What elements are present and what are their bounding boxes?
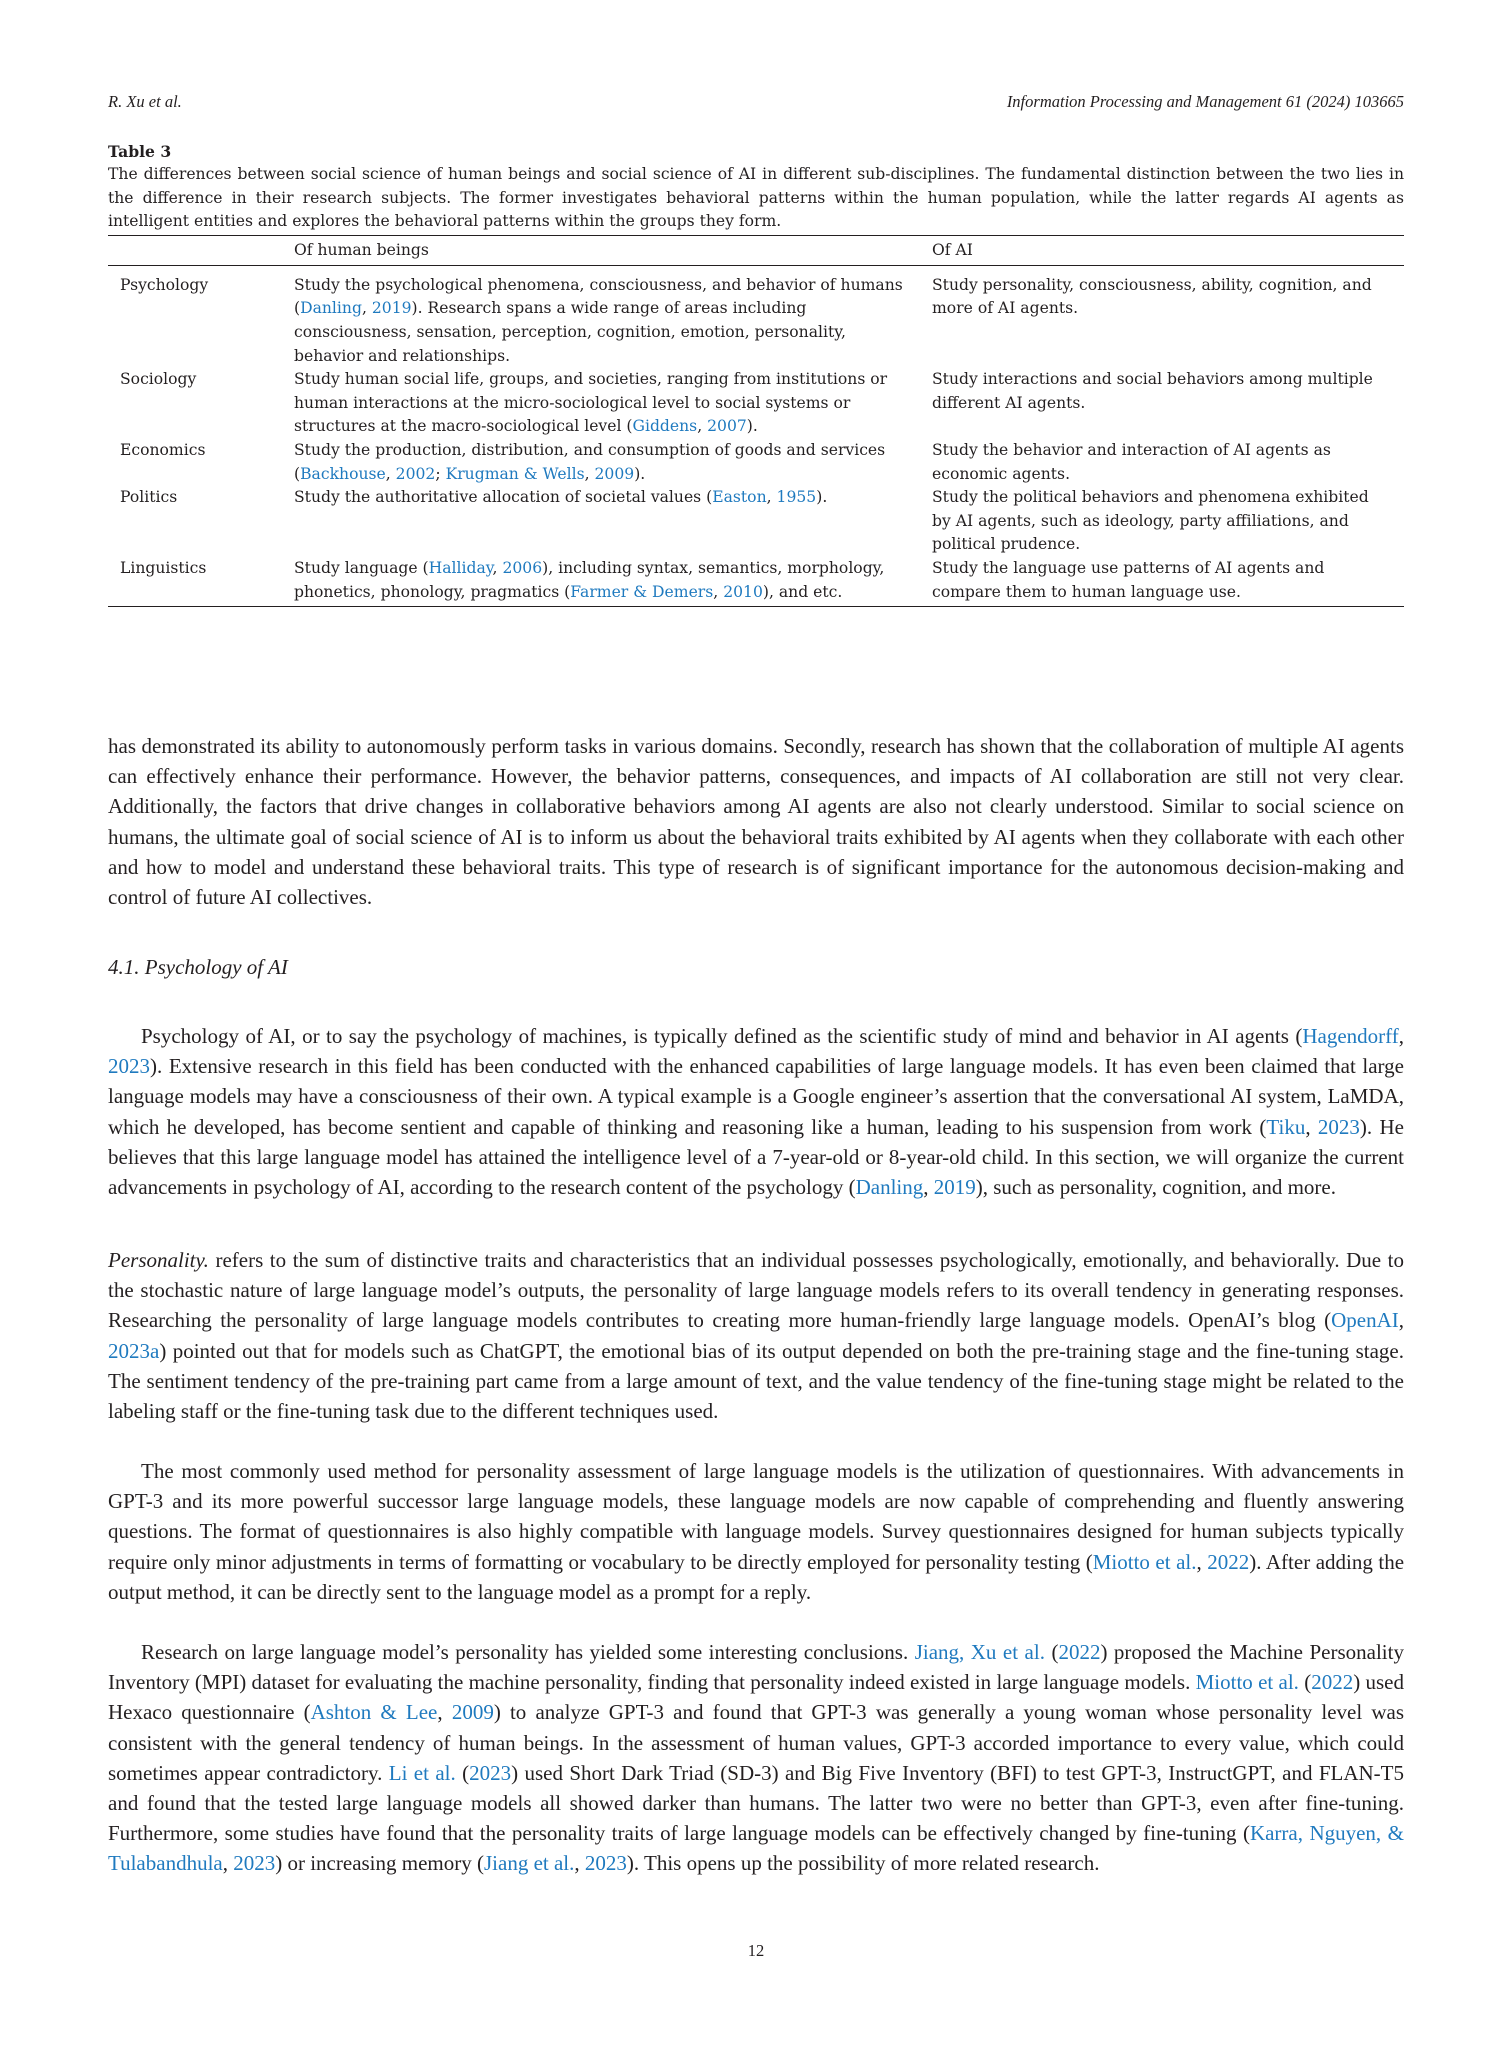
text-run: , [437,1700,452,1725]
citation-link[interactable]: 2022 [1058,1640,1101,1664]
text-run: ). After adding the output method, it can be directly sent to the language model as a prompt for a reply. [108,1549,1405,1604]
citation-link[interactable]: Jiang, Xu et al. [914,1640,1045,1664]
discipline-cell: Politics [120,488,178,507]
discipline-cell: Sociology [120,370,197,389]
text-run: , [492,558,503,577]
table-header-cell: Of AI [920,235,1404,265]
comparison-table [108,235,1404,607]
table-label: Table 3 [108,142,172,161]
human-cell [282,557,920,607]
text-run: Study human social life, groups, and societies, ranging from institutions or human interactions at the micro-sociological level to social systems or structures at the macro-sociological level ( [294,370,888,436]
human-cell [282,486,920,557]
header-journal: Information Processing and Management 61 (2024) 103665 [1006,92,1404,111]
text-run: , [574,1851,585,1876]
text-run: Study the production, distribution, and consumption of goods and services ( [294,440,886,483]
ai-cell: Study the political behaviors and phenomena exhibited by AI agents, such as ideology, party affiliations, and political prudence. [932,488,1369,554]
citation-link[interactable]: 2022 [1311,1670,1354,1695]
citation-link[interactable]: 2019 [933,1175,976,1200]
table-3 [108,141,1404,607]
table-row [108,486,1404,557]
text-run: ) used Short Dark Triad (SD-3) and Big Five Inventory (BFI) to test GPT-3, InstructGPT, and FLAN-T5 and found that the tested large language models all showed darker than humans. The latter two were no better than GPT-3, even after fine-tuning. Furthermore, some studies have found that the personality traits of large language models can be effectively changed by fine-tuning ( [108,1760,1404,1846]
text-run: ). Research spans a wide range of areas including consciousness, sensation, perception, cognition, emotion, personality, behavior and relationships. [294,299,846,365]
text-run: , [361,299,372,318]
text-run: ), such as personality, cognition, and more. [975,1175,1336,1200]
text-run: ) used Hexaco questionnaire ( [108,1670,1404,1725]
ai-cell: Study the language use patterns of AI agents and compare them to human language use. [920,557,1404,607]
text-run: ) pointed out that for models such as ChatGPT, the emotional bias of its output depended on both the pre-training stage and the fine-tuning stage. The sentiment tendency of the pre-training part came from a large amount of text, and the value tendency of the fine-tuning stage might be related to the labeling staff or the fine-tuning task due to the different techniques used. [108,1338,1404,1424]
citation-link[interactable]: Jiang et al. [484,1851,575,1876]
citation-link[interactable]: 1955 [776,488,817,507]
text-run: Study the psychological phenomena, consciousness, and behavior of humans ( [294,275,903,318]
citation-link[interactable]: 2010 [723,582,763,601]
text-run: has demonstrated its ability to autonomously perform tasks in various domains. Secondly, research has shown that the collaboration of multiple AI agents can effectively enhance their performance. However, the behavior patterns, consequences, and impacts of AI collaboration are still not very clear. Additionally, the factors that drive changes in collaborative behaviors among AI agents are also not clearly understood. Similar to social science on humans, the ultimate goal of social science of AI is to inform us about the behavioral traits exhibited by AI agents when they collaborate with each other and how to model and understand these behavioral traits. This type of research is of significant importance for the autonomous decision-making and control of future AI collectives. [108,734,1404,910]
run-in-heading: Personality. [108,1248,209,1272]
human-cell [282,368,920,439]
human-cell [282,439,920,486]
citation-link[interactable]: 2023 [1317,1114,1360,1139]
text-run: Study the authoritative allocation of societal values ( [294,488,713,507]
ai-cell: Study interactions and social behaviors among multiple different AI agents. [932,370,1373,412]
citation-link[interactable]: Krugman & Wells [445,464,585,483]
text-run: , [697,417,708,436]
paragraph [108,731,1404,912]
ai-cell: Study the behavior and interaction of AI agents as economic agents. [932,440,1331,483]
text-run: Study language ( [294,558,429,577]
citation-link[interactable]: 2023a [108,1338,160,1363]
text-run: , [713,582,724,601]
text-run: ( [1044,1640,1059,1664]
table-header-cell [108,235,282,265]
citation-link[interactable]: Danling [855,1175,924,1200]
text-run: , [1305,1114,1318,1139]
citation-link[interactable]: 2022 [1207,1549,1250,1574]
text-run: , [584,464,595,483]
text-run: , [923,1175,934,1200]
text-run: , [222,1851,234,1876]
text-run: ). He believes that this large language model has attained the intelligence level of a 7-year-old or 8-year-old child. In this section, we will organize the current advancements in psychology of AI, according to the research content of the psychology ( [108,1114,1404,1200]
citation-link[interactable]: 2023 [233,1851,276,1876]
discipline-cell: Linguistics [108,557,282,607]
citation-link[interactable]: Danling [300,299,362,318]
citation-link[interactable]: 2007 [707,417,747,436]
text-run: ) to analyze GPT-3 and found that GPT-3 was generally a young woman whose personality level was consistent with the general tendency of human beings. In the assessment of human values, GPT-3 accorded importance to every value, which could sometimes appear contradictory. [108,1700,1404,1785]
table-caption: The differences between social science of human beings and social science of AI in different sub-disciplines. The fundamental distinction between the two lies in the difference in their research subjects. The former investigates behavioral patterns within the human population, while the latter regards AI agents as intelligent entities and explores the behavioral patterns within the groups they form. [108,165,1404,231]
table-row [108,265,1404,368]
citation-link[interactable]: 2006 [502,558,543,577]
citation-link[interactable]: 2023 [469,1760,512,1785]
paragraph [108,1021,1404,1202]
text-run: ). [816,488,828,507]
text-run: , [1398,1308,1404,1333]
citation-link[interactable]: Giddens [632,417,698,436]
text-run: ), and etc. [762,582,843,601]
paragraph [108,1456,1404,1607]
text-run: Research on large language model’s personality has yielded some interesting conclusions. [141,1640,915,1664]
text-run: ; [435,464,446,483]
citation-link[interactable]: Halliday [428,558,493,577]
citation-link[interactable]: 2009 [451,1700,494,1725]
paragraph [108,1245,1404,1426]
text-run: refers to the sum of distinctive traits and characteristics that an individual possesses psychologically, emotionally, and behaviorally. Due to the stochastic nature of large language model’s outputs, the personality of large language models refers to its overall tendency in generating responses. Researching the personality of large language models contributes to creating more human-friendly large language models. OpenAI’s blog ( [108,1248,1404,1333]
table-header-cell: Of human beings [282,235,920,265]
text-run: , [1398,1024,1404,1048]
text-run: , [766,488,777,507]
citation-link[interactable]: Miotto et al. [1092,1549,1197,1574]
text-run: The most commonly used method for personality assessment of large language models is the utilization of questionnaires. With advancements in GPT-3 and its more powerful successor large language models, these language models are now capable of comprehending and fluently answering questions. The format of questionnaires is also highly compatible with language models. Survey questionnaires designed for human subjects typically require only minor adjustments in terms of formatting or vocabulary to be directly employed for personality testing ( [108,1459,1404,1574]
text-run: ) proposed the Machine Personality Inventory (MPI) dataset for evaluating the machine personality, finding that personality indeed existed in large language models. [108,1640,1404,1695]
citation-link[interactable]: Farmer & Demers [570,582,714,601]
text-run: ), including syntax, semantics, morphology, phonetics, phonology, pragmatics ( [294,558,885,601]
paragraph-body [108,1248,1404,1423]
citation-link[interactable]: 2019 [371,299,412,318]
header-authors: R. Xu et al. [108,92,182,111]
citation-link[interactable]: Ashton & Lee [310,1700,438,1725]
citation-link[interactable]: 2023 [584,1851,627,1876]
text-run: ( [1298,1670,1312,1695]
text-run: ) or increasing memory ( [275,1851,484,1876]
text-run: ( [455,1760,470,1785]
citation-link[interactable]: Karra, Nguyen, & Tulabandhula [108,1821,1404,1876]
ai-cell: Study personality, consciousness, ability, cognition, and more of AI agents. [932,275,1372,318]
citation-link[interactable]: 2002 [395,464,436,483]
citation-link[interactable]: Miotto et al. [1195,1670,1299,1695]
citation-link[interactable]: Tiku [1266,1114,1306,1139]
citation-link[interactable]: 2009 [594,464,635,483]
table-header-row [108,235,1404,265]
table-row [108,368,1404,439]
text-run: Psychology of AI, or to say the psychology of machines, is typically defined as the scientific study of mind and behavior in AI agents ( [141,1024,1303,1048]
section-heading: 4.1. Psychology of AI [108,955,288,979]
page-number: 12 [747,1941,765,1960]
discipline-cell: Economics [120,440,206,459]
citation-link[interactable]: 2023 [108,1054,150,1079]
citation-link[interactable]: OpenAI [1331,1308,1399,1333]
human-cell [282,265,920,368]
text-run: ). This opens up the possibility of more related research. [626,1851,1100,1876]
text-run: , [1196,1549,1208,1574]
paragraph [108,1637,1404,1879]
citation-link[interactable]: Hagendorff [1302,1024,1399,1048]
table-row [108,557,1404,607]
discipline-cell: Psychology [120,275,209,294]
citation-link[interactable]: Backhouse [300,464,386,483]
text-run: , [385,464,396,483]
citation-link[interactable]: Easton [712,488,767,507]
text-run: ). [746,417,758,436]
running-header [108,92,1404,114]
table-row [108,439,1404,486]
text-run: ). [634,464,646,483]
text-run: ). Extensive research in this field has been conducted with the enhanced capabilities of large language models. It has even been claimed that large language models may have a consciousness of their own. A typical example is a Google engineer’s assertion that the conversational AI system, LaMDA, which he developed, has become sentient and capable of thinking and reasoning like a human, leading to his suspension from work ( [108,1054,1404,1139]
citation-link[interactable]: Li et al. [388,1760,456,1785]
